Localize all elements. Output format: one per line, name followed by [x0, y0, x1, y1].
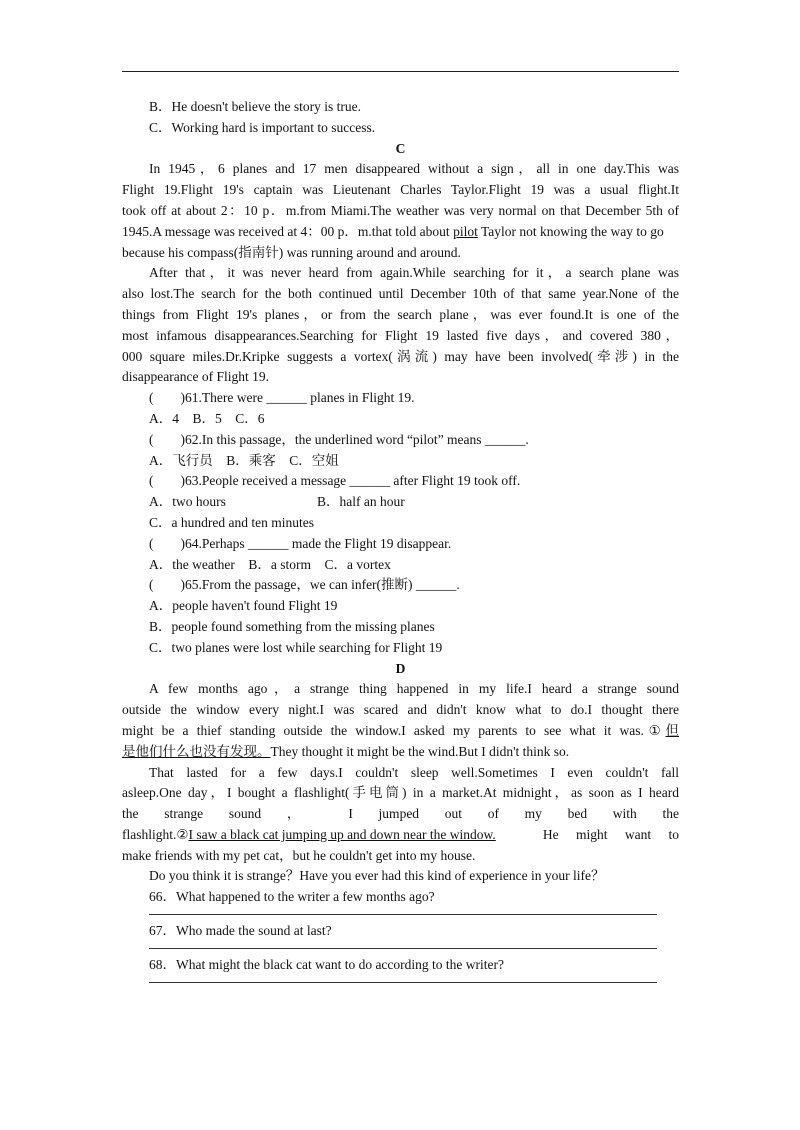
text-span: flashlight.②	[122, 826, 189, 842]
underlined-word-pilot: pilot	[453, 223, 478, 239]
text-line: Flight 19.Flight 19's captain was Lieutenant Charles Taylor.Flight 19 was a usual flight.It	[122, 182, 679, 198]
options-64: A．the weather B．a storm C．a vortex	[149, 556, 391, 572]
question-65: ( )65.From the passage，we can infer(推断) ______.	[149, 577, 460, 593]
text-line	[122, 721, 679, 742]
text-line: most infamous disappearances.Searching for Flight 19 lasted five days，and covered 380，	[122, 327, 679, 343]
text-span	[122, 825, 496, 846]
section-heading-c: C	[395, 140, 406, 156]
text-line: B．He doesn't believe the story is true.	[149, 99, 362, 114]
text-line: make friends with my pet cat，but he couldn't get into my house.	[122, 847, 476, 863]
question-63: ( )63.People received a message ______ after Flight 19 took off.	[149, 473, 521, 489]
text-line: outside the window every night.I was scared and didn't know what to do.I thought there	[122, 702, 679, 718]
text-line	[122, 222, 679, 243]
text-line: disappearance of Flight 19.	[122, 369, 269, 385]
underlined-sentence-1: 但	[665, 722, 679, 738]
question-62: ( )62.In this passage，the underlined word “pilot” means ______.	[149, 431, 529, 447]
text-line: asleep.One day，I bought a flashlight(手电筒) in a market.At midnight，as soon as I heard	[122, 785, 679, 801]
answer-line-66[interactable]	[149, 914, 657, 915]
section-heading-d: D	[395, 660, 406, 676]
text-line: the strange sound ， I jumped out of my bed with the	[122, 806, 679, 822]
question-66: 66．What happened to the writer a few months ago?	[149, 889, 435, 905]
question-64: ( )64.Perhaps ______ made the Flight 19 disappear.	[149, 535, 452, 551]
answer-line-67[interactable]	[149, 948, 657, 949]
text-line	[122, 825, 679, 846]
text-span: might be a thief standing outside the window.I asked my parents to see what it was.①	[122, 722, 666, 738]
text-line: A few months ago，a strange thing happened in my life.I heard a strange sound	[149, 681, 679, 697]
options-61: A．4 B．5 C．6	[149, 410, 265, 426]
text-line: 000 square miles.Dr.Kripke suggests a vortex(涡流) may have been involved(牵涉) in the	[122, 348, 679, 364]
top-rule	[122, 71, 679, 72]
options-63-c: C．a hundred and ten minutes	[149, 514, 314, 530]
text-line: Do you think it is strange？Have you ever had this kind of experience in your life？	[149, 868, 605, 884]
text-span: 1945.A message was received at 4：00 p．m.that told about	[122, 223, 454, 239]
text-span: They thought it might be the wind.But I didn't think so.	[270, 743, 570, 759]
text-line: That lasted for a few days.I couldn't sleep well.Sometimes I even couldn't fall	[149, 764, 679, 780]
question-68: 68．What might the black cat want to do according to the writer?	[149, 956, 505, 972]
option-65-a: A．people haven't found Flight 19	[149, 598, 338, 614]
option-a: A．two hours	[149, 494, 226, 510]
text-line: also lost.The search for the both continued until December 10th of that same year.None of the	[122, 286, 679, 302]
text-span: He might want to	[542, 826, 679, 842]
underlined-sentence-2: I saw a black cat jumping up and down near the window.	[188, 826, 496, 842]
text-line	[122, 742, 679, 763]
question-61: ( )61.There were ______ planes in Flight 19.	[149, 390, 415, 406]
document-content	[122, 97, 679, 989]
option-b: B．half an hour	[317, 494, 405, 510]
question-67: 67．Who made the sound at last?	[149, 923, 332, 939]
text-line: took off at about 2：10 p．m.from Miami.The weather was very normal on that December 5th of	[122, 202, 679, 218]
text-span: Taylor not knowing the way to go	[477, 223, 664, 239]
text-line: things from Flight 19's planes，or from the search plane，was ever found.It is one of the	[122, 306, 679, 322]
answer-line-68[interactable]	[149, 982, 657, 983]
text-line: because his compass(指南针) was running around and around.	[122, 244, 461, 260]
option-65-c: C．two planes were lost while searching for Flight 19	[149, 639, 443, 655]
text-line: In 1945，6 planes and 17 men disappeared without a sign，all in one day.This was	[149, 161, 679, 177]
text-line: C．Working hard is important to success.	[149, 119, 376, 135]
underlined-sentence-1: 是他们什么也没有发现。	[122, 743, 271, 759]
option-65-b: B．people found something from the missing planes	[149, 618, 435, 634]
text-line: After that，it was never heard from again.While searching for it，a search plane was	[149, 265, 679, 281]
options-63-ab	[122, 492, 679, 513]
options-62: A．飞行员 B．乘客 C．空姐	[149, 452, 339, 468]
